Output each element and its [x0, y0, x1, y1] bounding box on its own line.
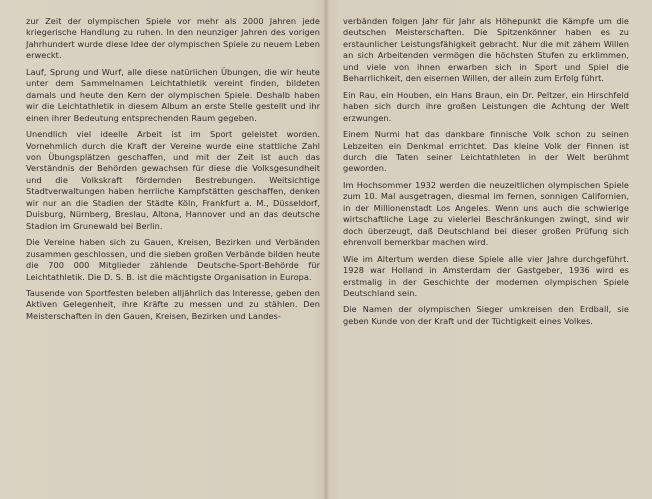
paragraph: Unendlich viel ideelle Arbeit ist im Sport geleistet worden. Vornehmlich durch die Kraft der Vereine wurde eine stattliche Zahl von Übungsplätzen geschaffen, und mit der Zeit ist auch das Verständnis der Behörden gewachsen für diese die Volksgesundheit und die Volkskraft fördernden Bestrebungen. Weitsichtige Stadtverwaltungen haben herrliche Kampfstätten geschaffen, denken wir nur an die Stadien der Städte Köln, Frankfurt a. M., Düsseldorf, Duisburg, Nürnberg, Breslau, Altona, Hannover und an das deutsche Stadion im Grunewald bei Berlin.: [26, 129, 320, 231]
left-text-column: [26, 16, 320, 327]
paragraph: Im Hochsommer 1932 werden die neuzeitlichen olympischen Spiele zum 10. Mal ausgetragen, diesmal im fernen, sonnigen Californien, in der Millionenstadt Los Angeles. Wenn uns auch die schwierige wirtschaftliche Lage zu vielerlei Beschränkungen zwingt, sind wir doch überzeugt, daß Deutschland bei dieser großen Prüfung sich ehrenvoll bemerkbar machen wird.: [343, 179, 629, 248]
paragraph: verbänden folgen Jahr für Jahr als Höhepunkt die Kämpfe um die deutschen Meisterschaften. Die Spitzenkönner haben es zu erstaunlicher Leistungsfähigkeit gebracht. Nur die mit zähem Willen an sich Arbeitenden vermögen die höchsten Stufen zu erklimmen, und viele von ihnen erwarben sich in Sport und Spiel die Beharrlichkeit, den eisernen Willen, der allein zum Erfolg führt.: [343, 16, 629, 84]
paragraph: zur Zeit der olympischen Spiele vor mehr als 2000 Jahren jede kriegerische Handlung zu ruhen. In den neunziger Jahren des vorigen Jahrhundert wurde diese Idee der olympischen Spiele zu neuem Leben erweckt.: [26, 16, 320, 61]
paragraph: Lauf, Sprung und Wurf, alle diese natürlichen Übungen, die wir heute unter dem Sammelnamen Leichtathletik vereint finden, bildeten damals und heute den Kern der olympischen Spiele. Deshalb haben wir die Leichtathletik in diesem Album an erste Stelle gestellt und ihr einen ihrer Bedeutung entsprechenden Raum gegeben.: [26, 66, 320, 123]
paragraph: Die Namen der olympischen Sieger umkreisen den Erdball, sie geben Kunde von der Kraft und der Tüchtigkeit eines Volkes.: [343, 304, 629, 326]
paragraph: Tausende von Sportfesten beleben alljährlich das Interesse, geben den Aktiven Gelegenheit, ihre Kräfte zu messen und zu stählen. Den Meisterschaften in den Gauen, Kreisen, Bezirken und Landes-: [26, 287, 320, 321]
page-fold: [323, 0, 329, 499]
paragraph: Die Vereine haben sich zu Gauen, Kreisen, Bezirken und Verbänden zusammen geschlossen, und die sieben großen Verbände bilden heute die 700 000 Mitglieder zählende Deutsche-Sport-Behörde für Leichtathletik. Die D. S. B. ist die mächtigste Organisation in Europa.: [26, 237, 320, 282]
paragraph: Wie im Altertum werden diese Spiele alle vier Jahre durchgeführt. 1928 war Holland in Amsterdam der Gastgeber, 1936 wird es erstmalig in der Geschichte der modernen olympischen Spiele Deutschland sein.: [343, 253, 629, 298]
paragraph: Ein Rau, ein Houben, ein Hans Braun, ein Dr. Peltzer, ein Hirschfeld haben sich durch ihre großen Leistungen die Achtung der Welt erzwungen.: [343, 89, 629, 123]
paragraph: Einem Nurmi hat das dankbare finnische Volk schon zu seinen Lebzeiten ein Denkmal errichtet. Das kleine Volk der Finnen ist durch die Taten seiner Leichtathleten in der Welt berühmt geworden.: [343, 129, 629, 174]
right-text-column: [343, 16, 629, 332]
